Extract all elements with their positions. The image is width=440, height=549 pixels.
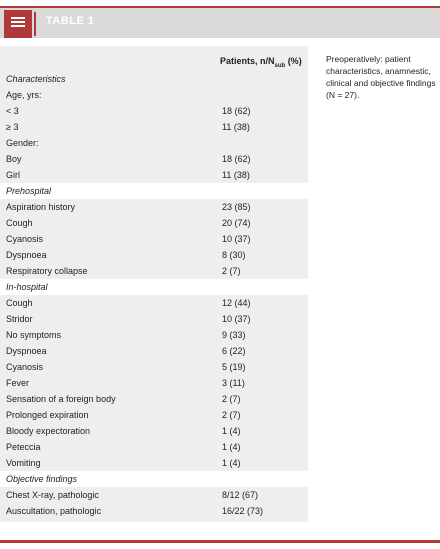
table-row <box>0 487 308 503</box>
table-row <box>0 247 308 263</box>
table-row <box>0 263 308 279</box>
table-row <box>0 311 308 327</box>
row-label: No symptoms <box>6 330 62 340</box>
row-label: Prolonged expiration <box>6 410 89 420</box>
row-label: Dyspnoea <box>6 346 47 356</box>
row-label: Girl <box>6 170 20 180</box>
table-row <box>0 391 308 407</box>
row-value: 8/12 (67) <box>222 490 259 500</box>
column-header-label: Patients, n/N <box>220 56 275 66</box>
row-value: 5 (19) <box>222 362 246 372</box>
row-value: 10 (37) <box>222 314 251 324</box>
row-label: Boy <box>6 154 22 164</box>
table-row <box>0 343 308 359</box>
table-header-bar <box>0 6 440 38</box>
table-row <box>0 167 308 183</box>
row-value: 6 (22) <box>222 346 246 356</box>
row-label: Respiratory collapse <box>6 266 88 276</box>
footer-divider <box>0 540 440 543</box>
row-label: Cyanosis <box>6 234 44 244</box>
section-label: Objective findings <box>6 474 78 484</box>
table-section-row <box>0 183 308 199</box>
table-row <box>0 87 308 103</box>
row-label: Stridor <box>6 314 33 324</box>
row-value: 20 (74) <box>222 218 251 228</box>
row-value: 1 (4) <box>222 426 241 436</box>
row-value: 2 (7) <box>222 266 241 276</box>
row-value: 10 (37) <box>222 234 251 244</box>
row-label: Bloody expectoration <box>6 426 91 436</box>
table-caption: Preoperatively: patient characteristics, anamnestic, clinical and objective findings (N = 27). <box>326 54 436 100</box>
row-value: 12 (44) <box>222 298 251 308</box>
table-row <box>0 103 308 119</box>
table-row <box>0 295 308 311</box>
row-value: 11 (38) <box>222 122 250 132</box>
table-row <box>0 215 308 231</box>
table-body <box>0 71 308 519</box>
data-table <box>0 46 308 522</box>
table-row <box>0 503 308 519</box>
row-value: 1 (4) <box>222 442 241 452</box>
row-value: 23 (85) <box>222 202 251 212</box>
table-row <box>0 231 308 247</box>
column-header-suffix: (%) <box>285 56 302 66</box>
row-label: Cough <box>6 218 33 228</box>
table-section-row <box>0 471 308 487</box>
row-value: 9 (33) <box>222 330 246 340</box>
row-value: 11 (38) <box>222 170 250 180</box>
row-label: Sensation of a foreign body <box>6 394 116 404</box>
row-label: Dyspnoea <box>6 250 47 260</box>
row-value: 2 (7) <box>222 394 241 404</box>
section-label: Prehospital <box>6 186 52 196</box>
table-row <box>0 135 308 151</box>
table-row <box>0 455 308 471</box>
row-label: Peteccia <box>6 442 41 452</box>
row-value: 8 (30) <box>222 250 246 260</box>
column-header <box>220 56 302 69</box>
table-icon <box>4 10 32 38</box>
row-label: Gender: <box>6 138 39 148</box>
column-header-subscript: sub <box>274 62 286 69</box>
row-label: Age, yrs: <box>6 90 42 100</box>
table-row <box>0 199 308 215</box>
table-row <box>0 375 308 391</box>
row-value: 18 (62) <box>222 154 251 164</box>
table-row <box>0 423 308 439</box>
table-row <box>0 359 308 375</box>
row-label: Cough <box>6 298 33 308</box>
table-row <box>0 119 308 135</box>
row-label: Cyanosis <box>6 362 44 372</box>
row-label: Chest X-ray, pathologic <box>6 490 99 500</box>
row-value: 2 (7) <box>222 410 241 420</box>
row-label: Fever <box>6 378 30 388</box>
row-label: Aspiration history <box>6 202 76 212</box>
row-label: ≥ 3 <box>6 122 19 132</box>
row-label: Vomiting <box>6 458 41 468</box>
table-section-row <box>0 71 308 87</box>
row-label: Auscultation, pathologic <box>6 506 102 516</box>
section-label: In-hospital <box>6 282 48 292</box>
table-title: TABLE 1 <box>46 15 95 27</box>
section-label: Characteristics <box>6 74 66 84</box>
table-row <box>0 407 308 423</box>
row-label: < 3 <box>6 106 19 116</box>
table-row <box>0 151 308 167</box>
row-value: 18 (62) <box>222 106 251 116</box>
table-row <box>0 327 308 343</box>
row-value: 3 (11) <box>222 378 245 388</box>
header-divider <box>34 12 36 36</box>
table-row <box>0 439 308 455</box>
table-section-row <box>0 279 308 295</box>
row-value: 16/22 (73) <box>222 506 264 516</box>
row-value: 1 (4) <box>222 458 241 468</box>
